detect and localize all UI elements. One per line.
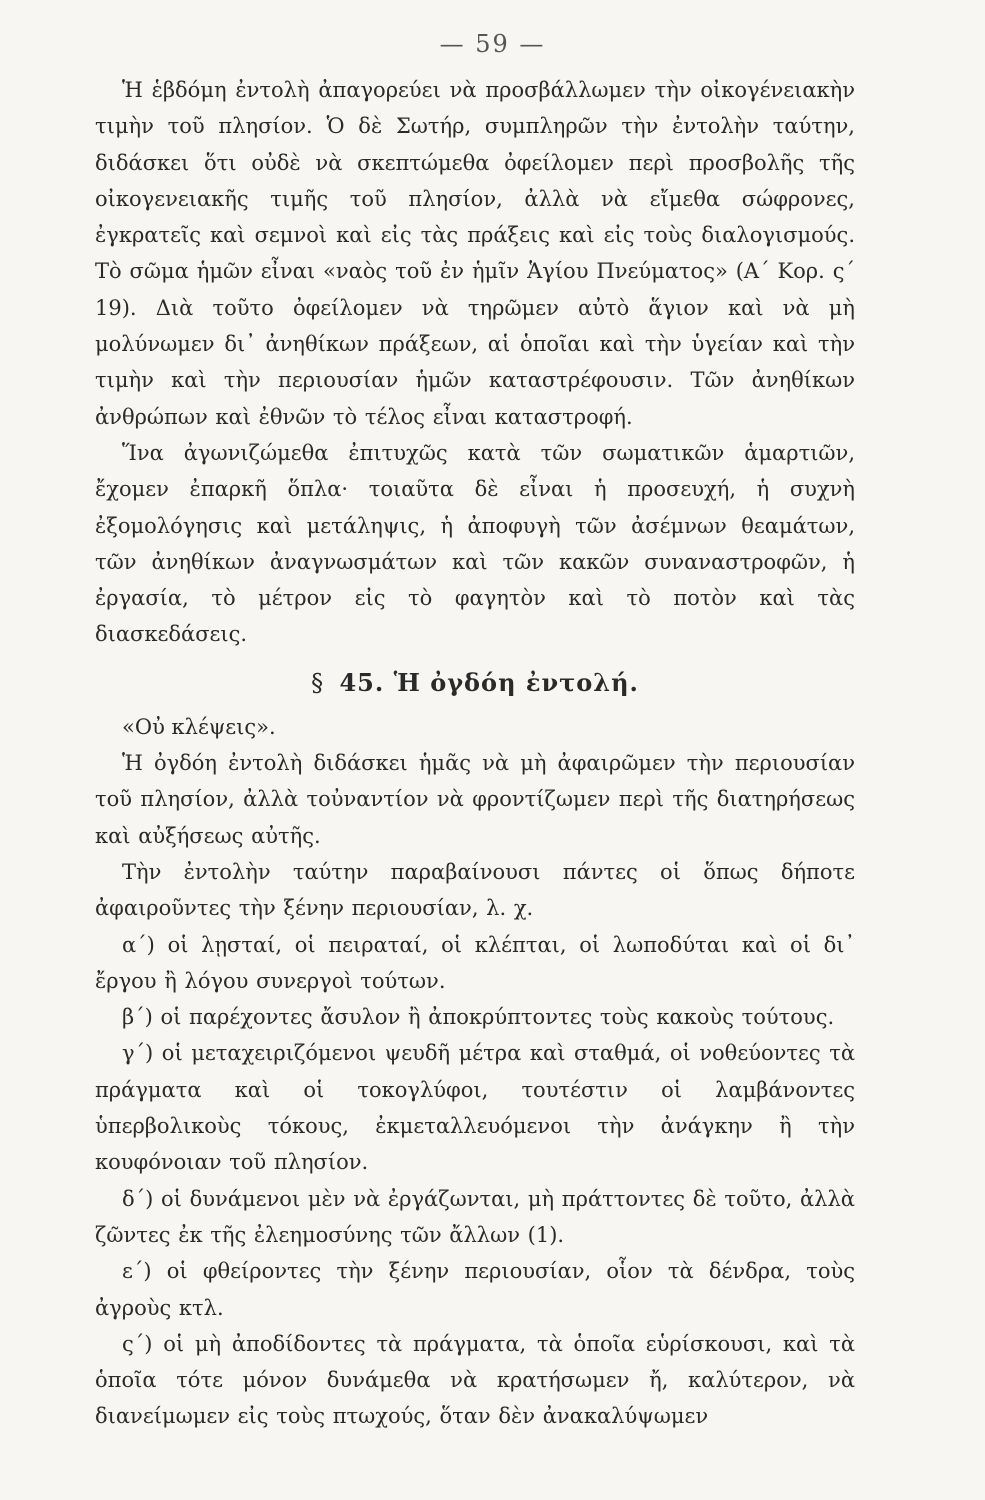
paragraph: Ἵνα ἀγωνιζώμεθα ἐπιτυχῶς κατὰ τῶν σωματικῶν ἁμαρτιῶν, ἔχομεν ἐπαρκῆ ὅπλα· τοιαῦτα δὲ εἶναι ἡ προσευχή, ἡ συχνὴ ἐξομολόγησις καὶ μετάληψις, ἡ ἀποφυγὴ τῶν ἀσέμνων θεαμάτων, τῶν ἀνηθίκων ἀναγνωσμάτων καὶ τῶν κακῶν συναναστροφῶν, ἡ ἐργασία, τὸ μέτρον εἰς τὸ φαγητὸν καὶ τὸ ποτὸν καὶ τὰς διασκεδάσεις. [95,440,855,647]
list-item: α΄) οἱ λῃσταί, οἱ πειραταί, οἱ κλέπται, οἱ λωποδύται καὶ οἱ δι᾽ ἔργου ἢ λόγου συνεργοὶ τούτων. [95,932,855,993]
paragraph: Ἡ ὀγδόη ἐντολὴ διδάσκει ἡμᾶς νὰ μὴ ἀφαιρῶμεν τὴν περιουσίαν τοῦ πλησίον, ἀλλὰ τοὐναντίον νὰ φροντίζωμεν περὶ τῆς διατηρήσεως καὶ αὐξήσεως αὐτῆς. [95,751,855,848]
section-number: 45. [339,667,385,697]
paragraph: Ἡ ἑβδόμη ἐντολὴ ἀπαγορεύει νὰ προσβάλλωμεν τὴν οἰκογένειακὴν τιμὴν τοῦ πλησίον. Ὁ δὲ Σωτήρ, συμπληρῶν τὴν ἐντολὴν ταύτην, διδάσκει ὅτι οὐδὲ νὰ σκεπτώμεθα ὀφείλομεν περὶ προσβολῆς τῆς οἰκογενειακῆς τιμῆς τοῦ πλησίον, ἀλλὰ νὰ εἴμεθα σώφρονες, ἐγκρατεῖς καὶ σεμνοὶ καὶ εἰς τὰς πράξεις καὶ εἰς τοὺς διαλογισμούς. Τὸ σῶμα ἡμῶν εἶναι «ναὸς τοῦ ἐν ἡμῖν Ἁγίου Πνεύματος» (Α΄ Κορ. ς΄ 19). Διὰ τοῦτο ὀφείλομεν νὰ τηρῶμεν αὐτὸ ἅγιον καὶ νὰ μὴ μολύνωμεν δι᾽ ἀνηθίκων πράξεων, αἱ ὁποῖαι καὶ τὴν ὑγείαν καὶ τὴν τιμὴν καὶ τὴν περιουσίαν ἡμῶν καταστρέφουσιν. Τῶν ἀνηθίκων ἀνθρώπων καὶ ἐθνῶν τὸ τέλος εἶναι καταστροφή. [95,78,855,429]
text-block [95,72,855,1435]
section-heading [95,665,855,701]
section-mark: § [311,668,325,697]
list-item: ς΄) οἱ μὴ ἀποδίδοντες τὰ πράγματα, τὰ ὁποῖα εὑρίσκουσι, καὶ τὰ ὁποῖα τότε μόνον δυνάμεθα νὰ κρατήσωμεν ἤ, καλύτερον, νὰ διανείμωμεν εἰς τοὺς πτωχούς, ὅταν δὲν ἀνακαλύψωμεν [95,1331,855,1429]
commandment-motto: «Οὐ κλέψεις». [122,714,276,739]
page-number: — 59 — [439,30,546,58]
section-title: Ἡ ὀγδόη ἐντολή. [393,667,639,697]
paragraph: Τὴν ἐντολὴν ταύτην παραβαίνουσι πάντες οἱ ὅπως δήποτε ἀφαιροῦντες τὴν ξένην περιουσίαν, λ. χ. [95,859,855,921]
list-item: γ΄) οἱ μεταχειριζόμενοι ψευδῆ μέτρα καὶ σταθμά, οἱ νοθεύοντες τὰ πράγματα καὶ οἱ τοκογλύφοι, τουτέστιν οἱ λαμβάνοντες ὑπερβολικοὺς τόκους, ἐκμεταλλευόμενοι τὴν ἀνάγκην ἢ τὴν κουφόνοιαν τοῦ πλησίον. [95,1041,855,1175]
list-item: β΄) οἱ παρέχοντες ἄσυλον ἢ ἀποκρύπτοντες τοὺς κακοὺς τούτους. [122,1005,835,1030]
list-item: δ΄) οἱ δυνάμενοι μὲν νὰ ἐργάζωνται, μὴ πράττοντες δὲ τοῦτο, ἀλλὰ ζῶντες ἐκ τῆς ἐλεημοσύνης τῶν ἄλλων (1). [95,1186,855,1247]
list-item: ε΄) οἱ φθείροντες τὴν ξένην περιουσίαν, οἷον τὰ δένδρα, τοὺς ἀγροὺς κτλ. [95,1259,855,1320]
